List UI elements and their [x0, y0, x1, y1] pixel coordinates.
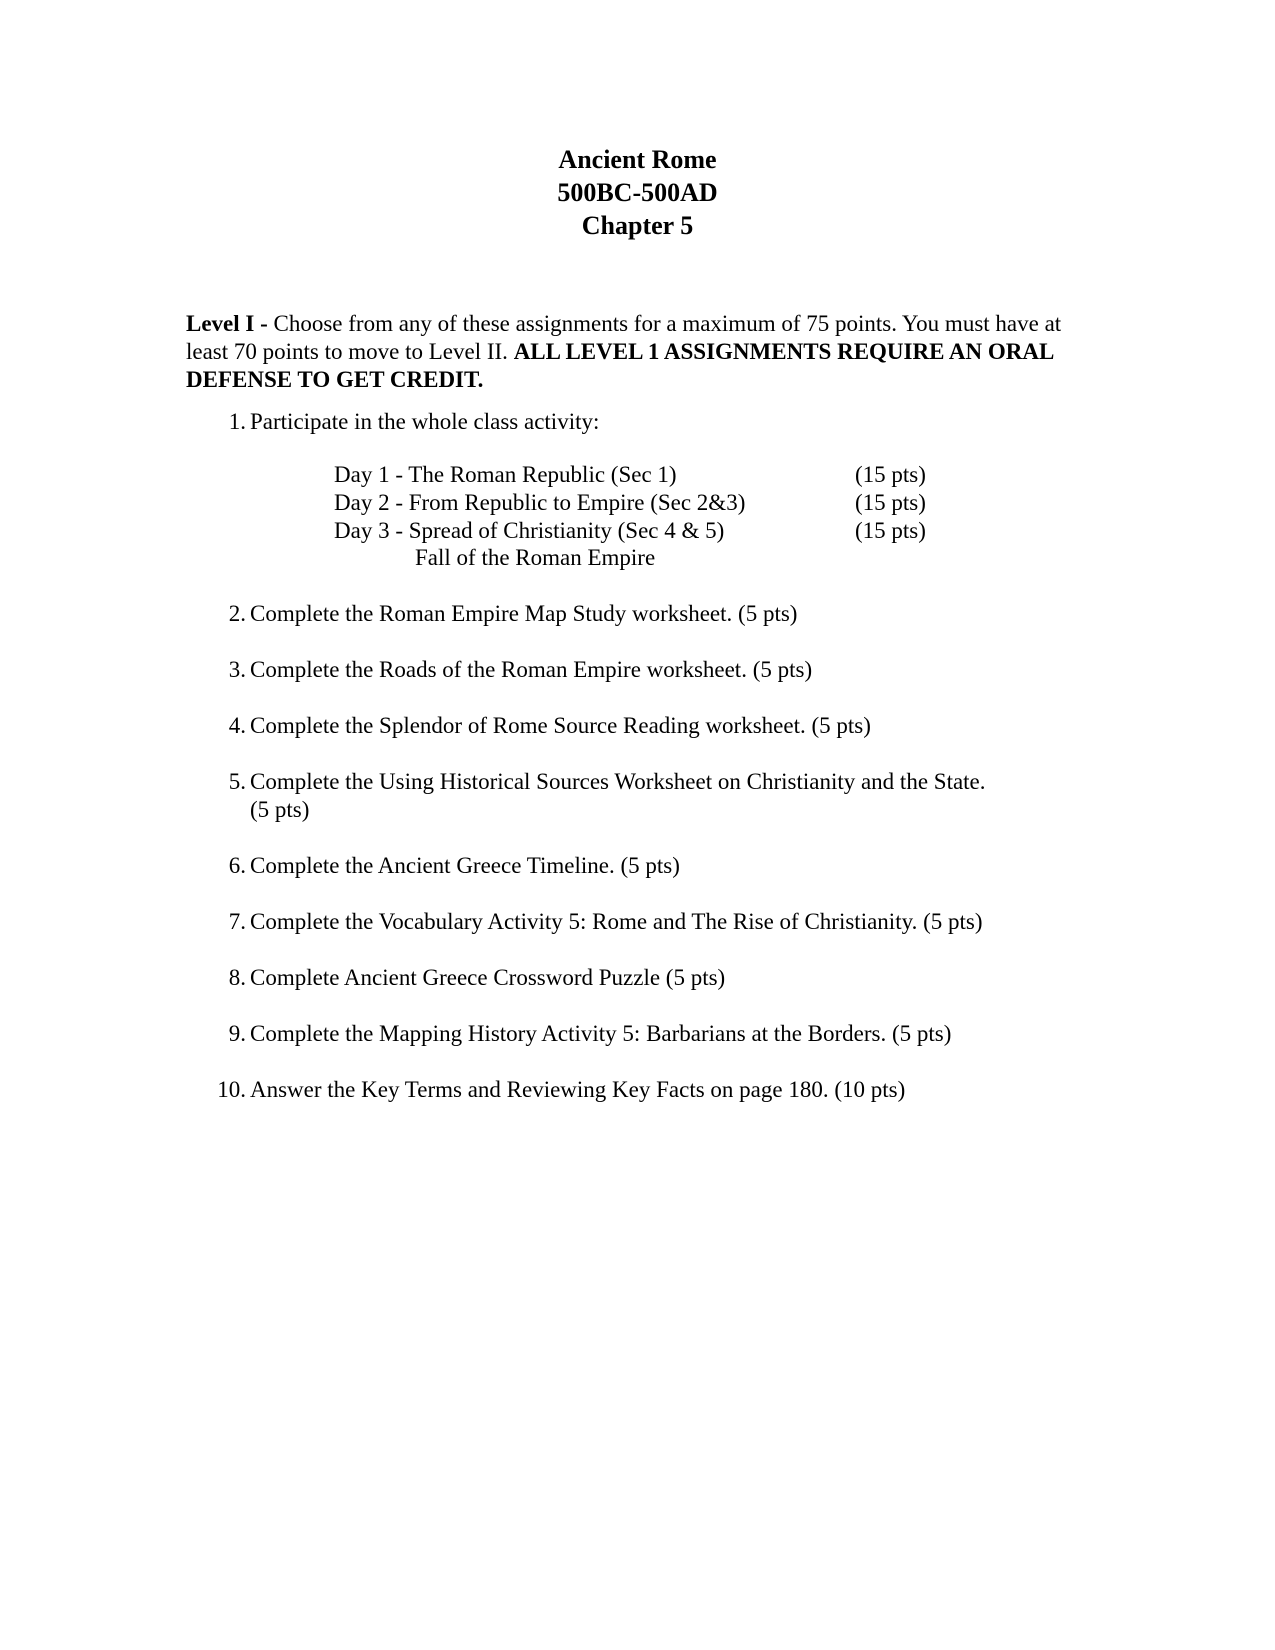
item-number: 4.	[228, 713, 246, 738]
title-line-3: Chapter 5	[581, 211, 694, 240]
item-number: 1.	[228, 409, 246, 434]
item-number: 6.	[228, 853, 246, 878]
intro-paragraph	[186, 310, 1086, 394]
item-text: Participate in the whole class activity:	[250, 409, 600, 434]
day-1-points: (15 pts)	[855, 462, 926, 487]
item-number: 9.	[228, 1021, 246, 1046]
document-title	[0, 144, 1275, 243]
day-3-points: (15 pts)	[855, 518, 926, 543]
item-number: 7.	[228, 909, 246, 934]
oral-defense-notice: ALL LEVEL 1 ASSIGNMENTS REQUIRE AN ORAL DEFENSE TO GET CREDIT.	[186, 339, 1054, 392]
item-text: Complete the Ancient Greece Timeline. (5 pts)	[250, 853, 680, 878]
item-number: 2.	[228, 601, 246, 626]
level-label: Level I -	[186, 311, 274, 336]
title-line-1: Ancient Rome	[558, 145, 717, 174]
item-number: 3.	[228, 657, 246, 682]
item-number: 5.	[228, 769, 246, 794]
item-text: Complete the Mapping History Activity 5: Barbarians at the Borders. (5 pts)	[250, 1021, 952, 1046]
item-text: Complete the Roads of the Roman Empire worksheet. (5 pts)	[250, 657, 813, 682]
item-text: Complete Ancient Greece Crossword Puzzle (5 pts)	[250, 965, 726, 990]
item-text: Complete the Roman Empire Map Study worksheet. (5 pts)	[250, 601, 798, 626]
title-line-2: 500BC-500AD	[557, 178, 718, 207]
item-text: Complete the Splendor of Rome Source Reading worksheet. (5 pts)	[250, 713, 871, 738]
item-number: 10.	[217, 1077, 246, 1102]
item-number: 8.	[228, 965, 246, 990]
day-1-label: Day 1 - The Roman Republic (Sec 1)	[334, 462, 677, 487]
day-3-continuation: Fall of the Roman Empire	[415, 545, 656, 570]
item-text: Complete the Vocabulary Activity 5: Rome and The Rise of Christianity. (5 pts)	[250, 909, 983, 934]
item-text: Answer the Key Terms and Reviewing Key Facts on page 180. (10 pts)	[250, 1077, 906, 1102]
intro-text: Choose from any of these assignments for a maximum of 75 points. You must have at least 70 points to move to Level II.	[186, 311, 1062, 364]
day-2-label: Day 2 - From Republic to Empire (Sec 2&3)	[334, 490, 746, 515]
day-3-label: Day 3 - Spread of Christianity (Sec 4 & 5)	[334, 518, 725, 543]
day-2-points: (15 pts)	[855, 490, 926, 515]
item-text: Complete the Using Historical Sources Worksheet on Christianity and the State.	[250, 769, 986, 794]
item-text-continuation: (5 pts)	[250, 797, 310, 822]
